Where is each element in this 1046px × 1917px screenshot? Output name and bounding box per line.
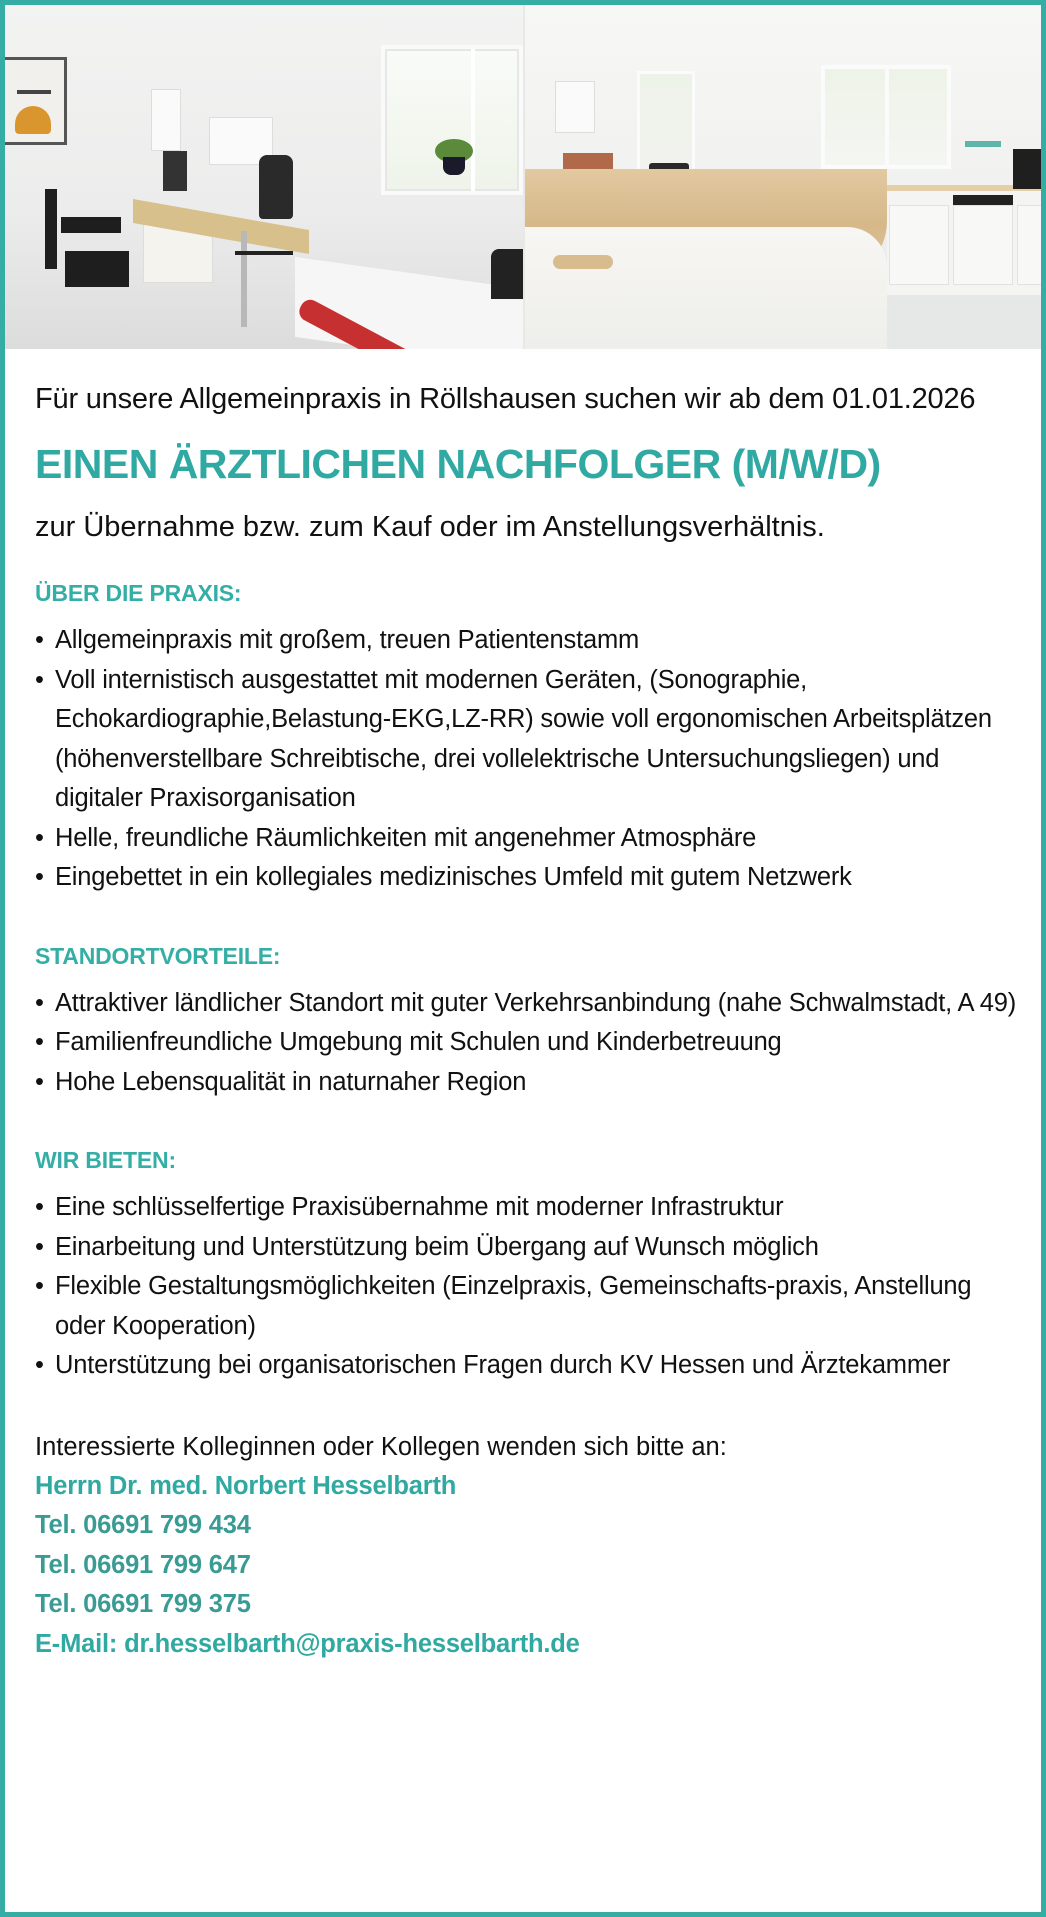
phone-number[interactable]: Tel. 06691 799 647 [35, 1550, 251, 1579]
list-item: • Einarbeitung und Unterstützung beim Übergang auf Wunsch möglich [35, 1228, 1025, 1268]
visitor-chair-seat [61, 217, 121, 233]
list-item: • Hohe Lebensqualität in naturnaher Region [35, 1063, 1025, 1103]
window [821, 65, 951, 169]
bullet-list [35, 984, 1025, 1103]
contact-block [35, 1428, 1025, 1665]
list-item: • Eine schlüsselfertige Praxisübernahme mit moderner Infrastruktur [35, 1188, 1025, 1228]
bullet-icon: • [35, 665, 44, 694]
office-chair-base [235, 251, 293, 255]
monitor [163, 151, 187, 191]
bullet-icon: • [35, 626, 44, 654]
headline: EINEN ÄRZTLICHEN NACHFOLGER (M/W/D) [35, 441, 881, 487]
photo-reception-area [523, 5, 1041, 349]
examination-couch [295, 257, 523, 349]
list-item: • Flexible Gestaltungsmöglichkeiten (Einzelpraxis, Gemeinschafts-praxis, Anstellung oder Kooperation) [35, 1267, 1025, 1346]
counter-detail [553, 255, 613, 269]
section-title: ÜBER DIE PRAXIS: [35, 580, 242, 606]
visitor-chair-frame [45, 189, 57, 269]
bullet-icon: • [35, 1351, 44, 1379]
phone-number[interactable]: Tel. 06691 799 434 [35, 1511, 251, 1539]
bullet-icon: • [35, 1272, 44, 1300]
phone-number[interactable]: Tel. 06691 799 375 [35, 1590, 251, 1618]
wall-sign [965, 141, 1001, 147]
bullet-icon: • [35, 1067, 44, 1096]
wall-poster [151, 89, 181, 151]
list-item: • Familienfreundliche Umgebung mit Schulen und Kinderbetreuung [35, 1023, 1025, 1063]
wall-picture [5, 57, 67, 145]
section-title: STANDORTVORTEILE: [35, 942, 281, 969]
list-item: • Unterstützung bei organisatorischen Fragen durch KV Hessen und Ärztekammer [35, 1346, 1025, 1386]
visitor-chair-seat-2 [65, 251, 129, 287]
section-location-advantages [35, 942, 1025, 1103]
section-about-practice [35, 579, 1025, 898]
bullet-icon: • [35, 1193, 44, 1221]
section-title: WIR BIETEN: [35, 1147, 176, 1173]
intro-text: Für unsere Allgemeinpraxis in Röllshausen suchen wir ab dem 01.01.2026 [35, 383, 976, 415]
ad-content [35, 381, 1025, 1664]
photo-consultation-room [5, 5, 523, 349]
contact-name: Herrn Dr. med. Norbert Hesselbarth [35, 1471, 457, 1500]
list-item: • Eingebettet in ein kollegiales medizinisches Umfeld mit gutem Netzwerk [35, 858, 1025, 898]
reception-counter-front [525, 227, 887, 349]
office-chair [259, 155, 293, 219]
section-we-offer [35, 1146, 1025, 1386]
bullet-list [35, 1188, 1025, 1386]
dishwasher [953, 195, 1013, 205]
desk-leg [241, 231, 247, 327]
oven [1013, 149, 1041, 189]
bullet-list [35, 621, 1025, 898]
photo-strip [5, 5, 1041, 349]
bullet-icon: • [35, 823, 44, 852]
chair-edge [491, 249, 523, 299]
plant-pot [443, 157, 465, 175]
wall-notice [555, 81, 595, 133]
subline: zur Übernahme bzw. zum Kauf oder im Anstellungsverhältnis. [35, 511, 825, 543]
list-item: • Helle, freundliche Räumlichkeiten mit angenehmer Atmosphäre [35, 819, 1025, 859]
bullet-icon: • [35, 863, 44, 891]
bullet-icon: • [35, 1232, 44, 1261]
contact-intro: Interessierte Kolleginnen oder Kollegen wenden sich bitte an: [35, 1432, 727, 1461]
list-item: • Attraktiver ländlicher Standort mit guter Verkehrsanbindung (nahe Schwalmstadt, A 49) [35, 984, 1025, 1024]
bullet-icon: • [35, 988, 44, 1017]
list-item: • Voll internistisch ausgestattet mit modernen Geräten, (Sonographie, Echokardiographie,Belastung-EKG,LZ-RR) sowie voll ergonomischen Arbeitsplätzen (höhenverstellbare Schreibtische, drei vollelektrische Untersuchungsliegen) und digitaler Praxisorganisation [35, 661, 1025, 819]
list-item: • Allgemeinpraxis mit großem, treuen Patientenstamm [35, 621, 1025, 661]
email-link[interactable]: E-Mail: dr.hesselbarth@praxis-hesselbarth.de [35, 1629, 580, 1658]
floor [887, 295, 1041, 349]
bullet-icon: • [35, 1028, 44, 1056]
